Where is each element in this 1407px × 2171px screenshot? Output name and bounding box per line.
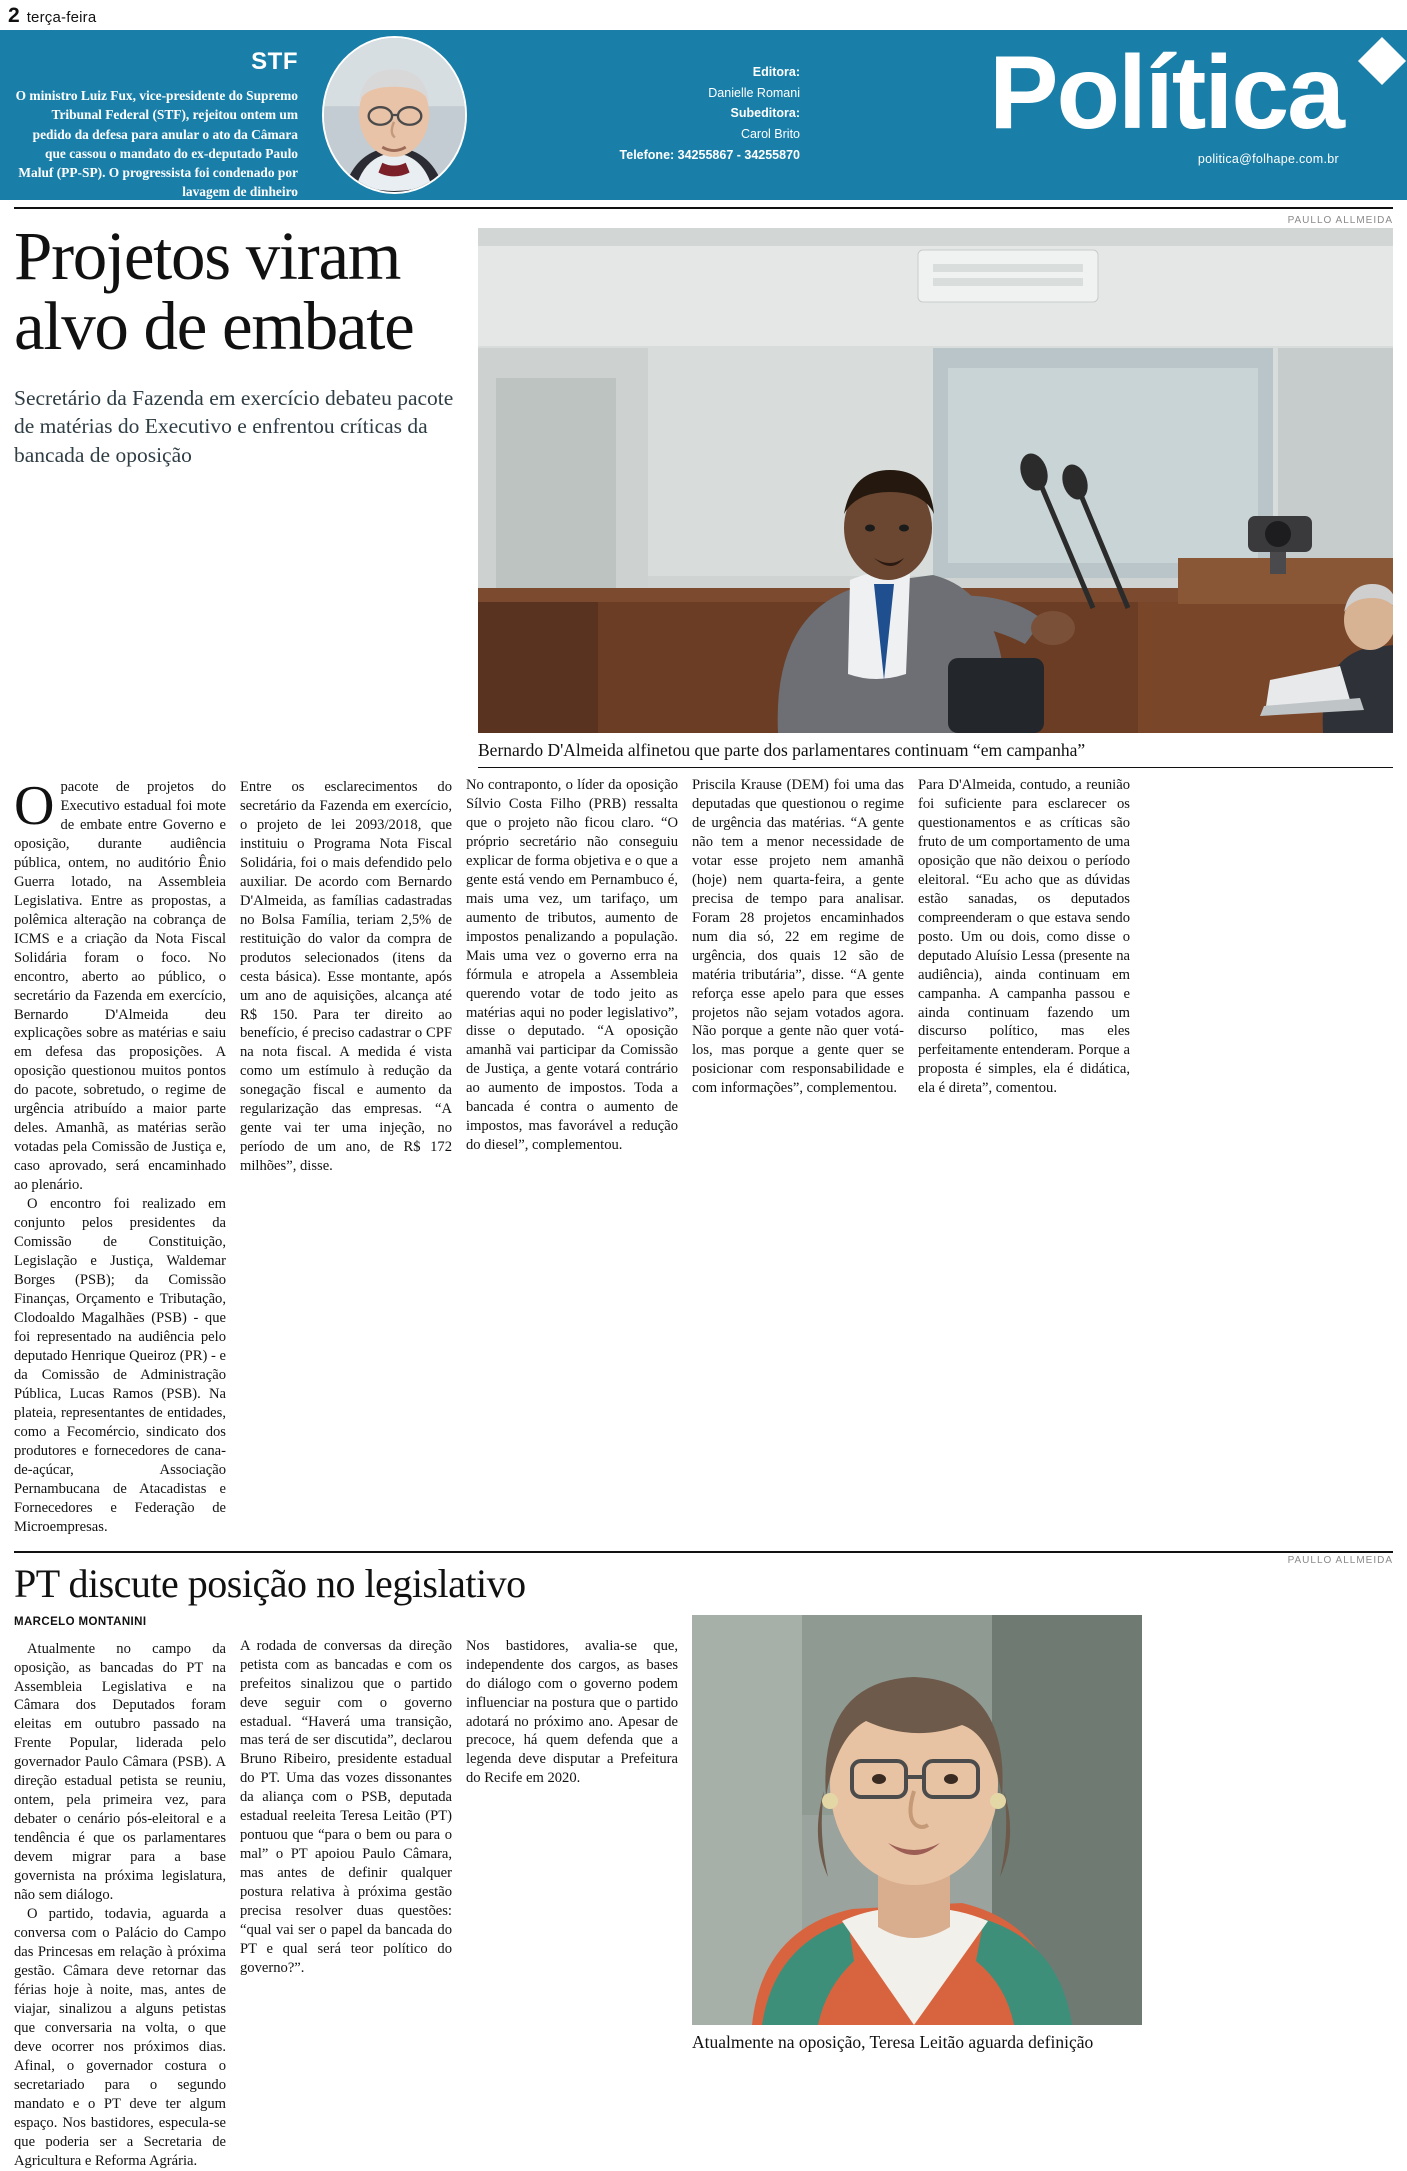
section-email: politica@folhape.com.br xyxy=(1197,151,1339,166)
main-body-column-1 xyxy=(14,776,226,1537)
main-photo xyxy=(478,228,1393,733)
paragraph: No contraponto, o líder da oposição Sílvio Costa Filho (PRB) ressalta que o projeto não ficou claro. “O próprio secretário não conseguiu explicar de forma objetiva e o que a gente está vendo em Pernambuco é, mais uma vez, um tarifaço, um aumento de tributos, aumento de impostos penalizando a população. Mais uma vez o governo erra na fórmula e atropela a Assembleia querendo votar de todo jeito as matérias aqui no poder legislativo”, disse o deputado. “A oposição amanhã vai participar da Comissão de Justiça, a gente votará contrário ao aumento de impostos. Toda a bancada é contra o aumento de impostos, mas favorável a redução do diesel”, complementou. xyxy=(466,776,678,1154)
editor-label: Editora: xyxy=(752,65,800,79)
main-body-columns xyxy=(14,776,1393,1537)
page-title: Projetos viram alvo de embate xyxy=(14,218,414,365)
secondary-photo-caption: Atualmente na oposição, Teresa Leitão aguarda definição xyxy=(692,2031,1094,2052)
phone-line: Telefone: 34255867 - 34255870 xyxy=(619,147,800,162)
secondary-photo-credit: PAULLO ALLMEIDA xyxy=(1287,1554,1393,1566)
main-subhead: Secretário da Fazenda em exercício debateu pacote de matérias do Executivo e enfrentou críticas da bancada de oposição xyxy=(14,385,454,467)
secondary-body-column-1 xyxy=(14,1615,226,2171)
masthead-topbar xyxy=(0,0,1407,30)
newspaper-logo xyxy=(1234,6,1397,24)
secondary-photo-illustration xyxy=(692,1615,1142,2025)
secondary-title: PT discute posição no legislativo xyxy=(14,1560,526,1606)
paragraph: Nos bastidores, avalia-se que, independente dos cargos, as bases do diálogo com o governo podem influenciar na postura que o partido adotará no próximo ano. Apesar de precoce, há quem defenda que a legenda deve disputar a Prefeitura do Recife em 2020. xyxy=(466,1637,678,1787)
masthead-brand xyxy=(1032,6,1397,24)
paragraph: Entre os esclarecimentos do secretário da Fazenda em exercício, o projeto de lei 2093/2018, que instituiu o Programa Nota Fiscal Solidária, foi o mais defendido pelo auxiliar. De acordo com Bernardo D'Almeida, as famílias cadastradas no Bolsa Família, teriam 2,5% de restituição do valor da compra de produtos selecionados (itens da cesta básica). Esse montante, após um ano de aquisições, alcança até R$ 150. Para ter direito ao benefício, é preciso cadastrar o CPF na nota fiscal. A medida é vista como um estímulo à redução da sonegação fiscal e aumento da regularização das empresas. “A gente vai ter uma injeção, no período de um ano, de R$ 172 milhões”, disse. xyxy=(240,778,452,1175)
staff-box xyxy=(500,62,800,165)
main-headline-column xyxy=(14,215,464,768)
paragraph xyxy=(14,774,226,1195)
masthead-body xyxy=(0,30,1407,200)
section-title-block xyxy=(989,35,1343,166)
subeditor-name: Carol Brito xyxy=(740,126,800,141)
diamond-icon xyxy=(1358,37,1406,85)
secondary-body-columns xyxy=(14,1615,1393,2171)
page-content xyxy=(0,207,1407,2171)
portrait-illustration xyxy=(324,38,465,192)
dateline: Recife, 20 de novembro de 2018 xyxy=(1032,9,1225,21)
secondary-body-column-3 xyxy=(466,1615,678,2171)
drop-cap: O xyxy=(14,774,55,837)
weekday-label: terça-feira xyxy=(26,8,97,26)
page-marker xyxy=(8,5,96,26)
secondary-body-column-2 xyxy=(240,1615,452,2171)
main-body-column-4 xyxy=(692,776,904,1537)
section-title: Política xyxy=(989,35,1343,151)
stf-title: STF xyxy=(251,48,298,75)
main-photo-column xyxy=(478,215,1393,768)
main-photo-caption: Bernardo D'Almeida alfinetou que parte dos parlamentares continuam “em campanha” xyxy=(478,740,1393,768)
main-body-column-2 xyxy=(240,776,452,1537)
paragraph: Priscila Krause (DEM) foi uma das deputadas que questionou o regime de urgência das matérias. “A gente não tem a menor necessidade de votar esse projeto nem amanhã (hoje) nem quarta-feira, a gente precisa de tempo para analisar. Foram 28 projetos encaminhados num dia só, 22 em regime de urgência, dos quais 12 são de matéria tributária”, disse. “A gente reforça esse apelo para que esses projetos não sejam votados agora. Não porque a gente não quer votá-los, mas porque a gente quer se posicionar com responsabilidade e com informações”, complementou. xyxy=(692,776,904,1097)
paragraph-text: pacote de projetos do Executivo estadual foi mote de embate entre Governo e oposição, durante audiência pública, ontem, no auditório Ênio Guerra lotado, na Assembleia Legislativa. Entre as propostas, a polêmica alteração na cobrança de ICMS e a criação da Nota Fiscal Solidária foram o foco. No encontro, aberto ao público, o secretário da Fazenda em exercício, Bernardo D'Almeida deu explicações sobre as matérias e saiu em defesa das proposições. A oposição questionou muitos pontos do pacote, sobretudo, o regime de urgência atribuído a maior parte deles. Amanhã, as matérias serão votadas pela Comissão de Justiça e, caso aprovado, será encaminhado ao plenário. xyxy=(14,778,226,1194)
article-main xyxy=(14,209,1393,768)
article-secondary xyxy=(14,1551,1393,2171)
main-body-column-3 xyxy=(466,776,678,1537)
paragraph: Para D'Almeida, contudo, a reunião foi suficiente para esclarecer os questionamentos e as críticas são fruto de um comportamento de uma oposição que não deixou o período eleitoral. “Eu acho que as dúvidas estão sanadas, os deputados compreenderam o que estava sendo posto. Um ou dois, como disse o deputado Aluísio Lessa (presente na audiência), ainda continuam em campanha. A campanha passou e ainda continuam fazendo um discurso político, mas eles perfeitamente entenderam. Porque a proposta é simples, ela é didática, ela é direta”, comentou. xyxy=(918,776,1130,1097)
subeditor-label: Subeditora: xyxy=(730,106,800,121)
secondary-photo-column xyxy=(692,1615,1142,2171)
chevron-right-icon: > xyxy=(1233,6,1243,23)
masthead xyxy=(0,0,1407,200)
main-body-column-5 xyxy=(918,776,1130,1537)
paragraph: O partido, todavia, aguarda a conversa com o Palácio do Campo das Princesas em relação à próxima gestão. Câmara deve retornar das férias hoje à noite, mas, antes de viajar, sinalizou a alguns petistas que conversaria na volta, o que deve ocorrer nos próximos dias. Afinal, o governador costura o secretariado para o segundo mandato e o PT deve ter algum espaço. Nos bastidores, especula-se que poderia ser a Secretaria de Agricultura e Reforma Agrária. xyxy=(14,1906,226,2169)
secondary-photo xyxy=(692,1615,1142,2025)
main-photo-credit: PAULLO ALLMEIDA xyxy=(1287,215,1393,226)
paragraph: A rodada de conversas da direção petista com as bancadas e com os prefeitos sinalizou que o partido deve seguir com o governo estadual. “Haverá uma transição, mas terá de ser discutida”, declarou Bruno Ribeiro, presidente estadual do PT. Uma das vozes dissonantes da aliança com o PSB, deputada estadual reeleita Teresa Leitão (PT) pontuou que “para o bem ou para o mal” o PT apoiou Paulo Câmara, mas antes de definir qualquer postura relativa à próxima gestão precisa resolver duas questões: “qual vai ser o papel da bancada do PT e qual será teor político do governo?”. xyxy=(240,1637,452,1977)
secondary-head-row xyxy=(14,1553,1393,1605)
paragraph: Atualmente no campo da oposição, as bancadas do PT na Assembleia Legislativa e na Câmara dos Deputados foram eleitas em outubro passado na Frente Popular, liderada pelo governador Paulo Câmara (PSB). A direção estadual petista se reuniu, ontem, pela primeira vez, para debater o cenário pós-eleitoral e a tendência é que os parlamentares devem migrar para a base governista na próxima legislatura, não sem diálogo. xyxy=(14,1640,226,1904)
stf-note xyxy=(0,30,320,202)
page-number: 2 xyxy=(8,3,20,27)
paragraph: O encontro foi realizado em conjunto pelos presidentes da Comissão de Constituição, Legislação e Justiça, Waldemar Borges (PSB); da Comissão Finanças, Orçamento e Tributação, Clodoaldo Magalhães (PSB) - que foi representado na audiência pelo deputado Henrique Queiroz (PR) - e da Comissão de Administração Pública, Lucas Ramos (PSB). Na plateia, representantes de entidades, como a Fecomércio, sindicato dos produtores e fornecedores de cana-de-açúcar, Associação Pernambucana de Atacadistas e Fornecedores e Federação de Microempresas. xyxy=(14,1196,226,1535)
byline: MARCELO MONTANINI xyxy=(14,1615,147,1628)
main-photo-illustration xyxy=(478,228,1393,733)
editor-name: Danielle Romani xyxy=(708,85,800,100)
newspaper-name: FolhadePernambuco xyxy=(1245,6,1397,23)
stf-text: O ministro Luiz Fux, vice-presidente do Supremo Tribunal Federal (STF), rejeitou ontem um pedido da defesa para anular o ato da Câmara que cassou o mandato do ex-deputado Paulo Maluf (PP-SP). O progressista foi condenado por lavagem de dinheiro xyxy=(15,88,298,200)
portrait-photo xyxy=(322,36,467,194)
